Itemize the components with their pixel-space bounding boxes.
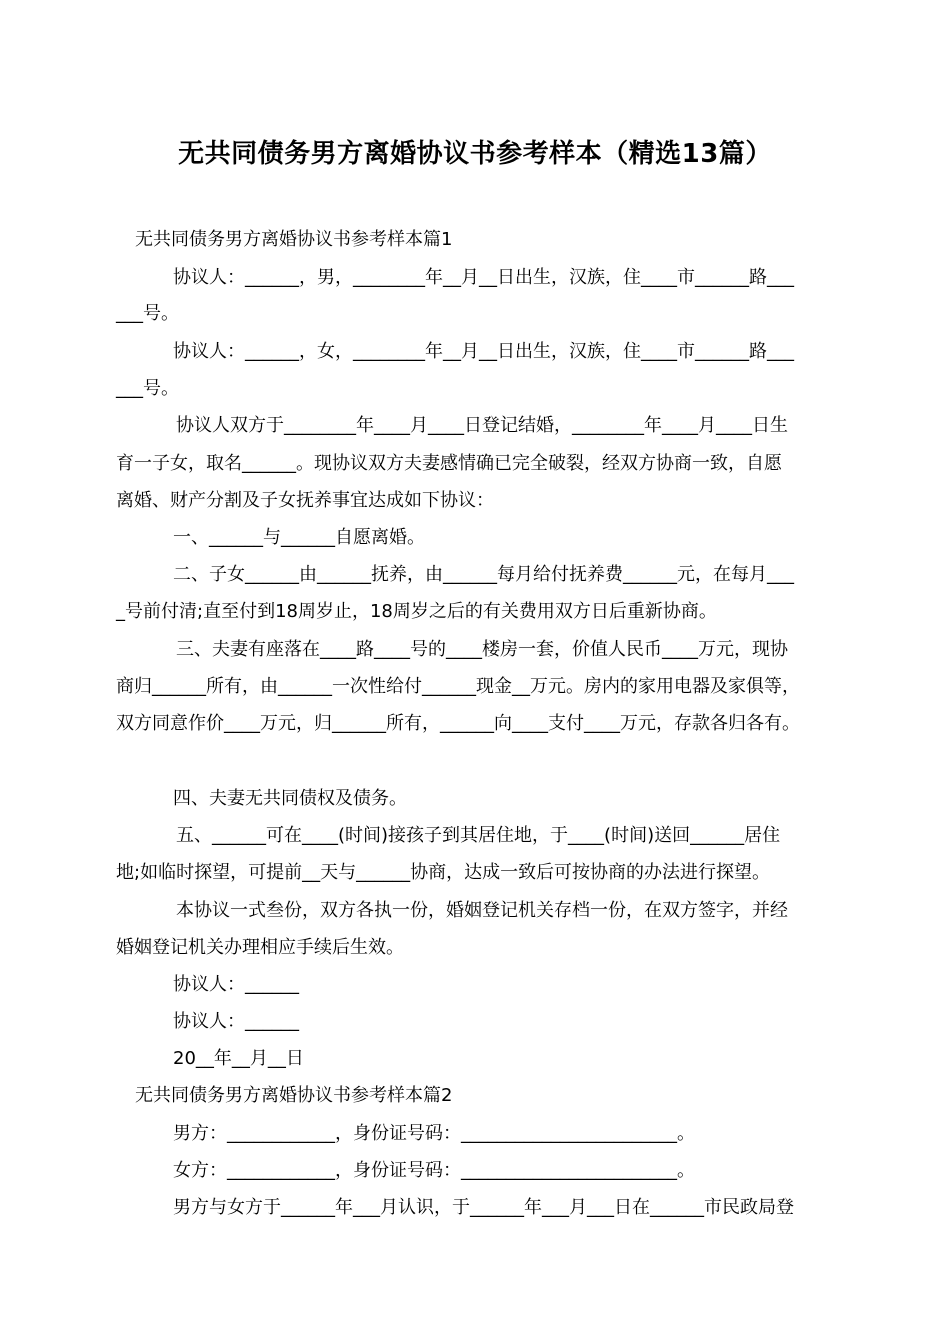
document-title: 无共同债务男方离婚协议书参考样本（精选13篇） bbox=[178, 139, 772, 169]
final-line1: 本协议一式叁份，双方各执一份，婚姻登记机关存档一份，在双方签字，并经 bbox=[176, 900, 788, 921]
party2-line1: 协议人：______，女，________年__月__日出生，汉族，住____市______路___ bbox=[173, 341, 794, 362]
clause-3-line1: 三、夫妻有座落在____路____号的____楼房一套，价值人民币____万元，现协 bbox=[176, 639, 788, 660]
clause-1: 一、______与______自愿离婚。 bbox=[173, 527, 425, 548]
signature-line-1: 协议人：______ bbox=[173, 974, 299, 995]
party2-line2: ___号。 bbox=[116, 378, 179, 399]
female-party-line: 女方：____________，身份证号码：________________________。 bbox=[173, 1160, 695, 1181]
final-line2: 婚姻登记机关办理相应手续后生效。 bbox=[116, 937, 404, 958]
intro-line2: 育一子女，取名______。现协议双方夫妻感情确已完全破裂，经双方协商一致，自愿 bbox=[116, 453, 782, 474]
party1-line2: ___号。 bbox=[116, 303, 179, 324]
clause-2-line2: _号前付清;直至付到18周岁止，18周岁之后的有关费用双方日后重新协商。 bbox=[116, 601, 717, 622]
clause-5-line2: 地;如临时探望，可提前__天与______协商，达成一致后可按协商的办法进行探望。 bbox=[116, 862, 771, 883]
clause-4: 四、夫妻无共同债权及债务。 bbox=[173, 788, 407, 809]
section1-heading: 无共同债务男方离婚协议书参考样本篇1 bbox=[135, 229, 453, 250]
intro-line3: 离婚、财产分割及子女抚养事宜达成如下协议： bbox=[116, 490, 494, 511]
clause-5-line1: 五、______可在____(时间)接孩子到其居住地，于____(时间)送回______居住 bbox=[176, 825, 781, 846]
section2-intro-line1: 男方与女方于______年___月认识，于______年___月___日在______市民政局登 bbox=[173, 1197, 794, 1218]
signature-date: 20__年__月__日 bbox=[173, 1048, 304, 1069]
clause-3-line3: 双方同意作价____万元，归______所有，______向____支付____万元，存款各归各有。 bbox=[116, 713, 800, 734]
party1-line1: 协议人：______，男，________年__月__日出生，汉族，住____市______路___ bbox=[173, 267, 794, 288]
clause-2-line1: 二、子女______由______抚养，由______每月给付抚养费______元，在每月___ bbox=[173, 564, 794, 585]
section2-heading: 无共同债务男方离婚协议书参考样本篇2 bbox=[135, 1085, 453, 1106]
clause-3-line2: 商归______所有，由______一次性给付______现金__万元。房内的家用电器及家俱等， bbox=[116, 676, 800, 697]
signature-line-2: 协议人：______ bbox=[173, 1011, 299, 1032]
male-party-line: 男方：____________，身份证号码：________________________。 bbox=[173, 1123, 695, 1144]
intro-line1: 协议人双方于________年____月____日登记结婚，________年____月____日生 bbox=[176, 415, 788, 436]
